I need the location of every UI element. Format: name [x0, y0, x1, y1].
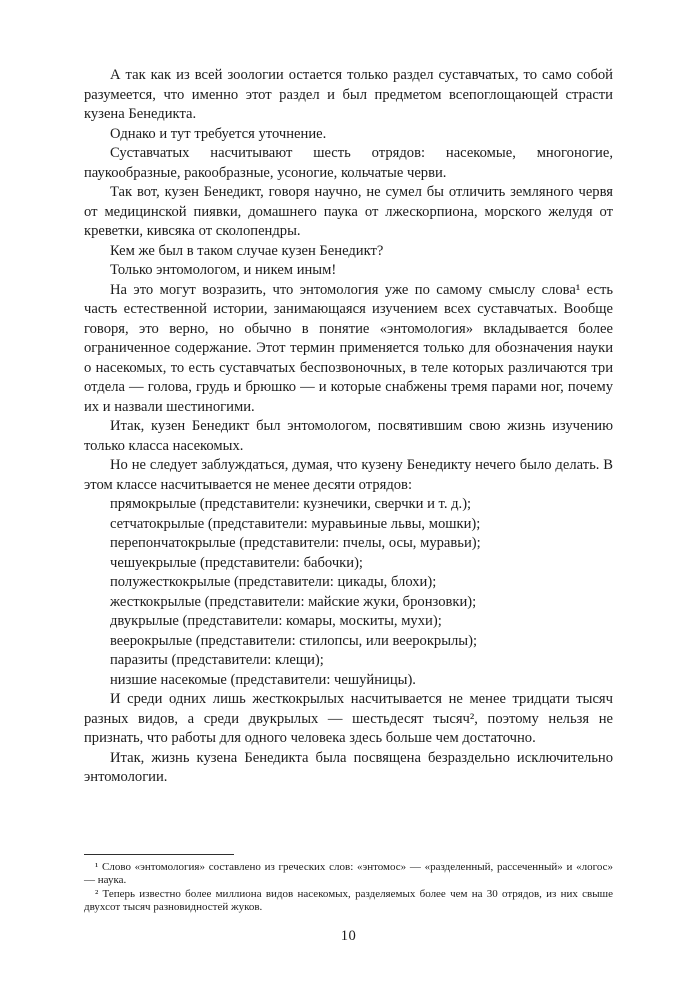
insect-order-list-item: перепончатокрылые (представители: пчелы, осы, муравьи);: [110, 535, 481, 551]
main-text-block: [84, 66, 613, 788]
footnote-separator: [84, 854, 234, 855]
paragraph: И среди одних лишь жесткокрылых насчитывается не менее тридцати тысяч разных видов, а среди двукрылых — шестьдесят тысяч², поэтому нельзя не признать, что работы для одного человека здесь больше чем достаточно.: [84, 691, 613, 746]
footnote: ¹ Слово «энтомология» составлено из греческих слов: «энтомос» — «разделенный, рассеченный» и «логос» — наука.: [84, 860, 613, 887]
page-number: 10: [340, 928, 357, 944]
paragraph: Однако и тут требуется уточнение.: [110, 125, 327, 142]
paragraph: Но не следует заблуждаться, думая, что кузену Бенедикту нечего было делать. В этом классе насчитывается не менее десяти отрядов:: [84, 457, 613, 493]
paragraph: Только энтомологом, и никем иным!: [110, 262, 337, 278]
insect-order-list-item: паразиты (представители: клещи);: [110, 652, 324, 668]
paragraph: Итак, кузен Бенедикт был энтомологом, посвятившим свою жизнь изучению только класса насекомых.: [84, 418, 613, 454]
page-footer: [84, 854, 613, 945]
insect-order-list-item: чешуекрылые (представители: бабочки);: [110, 554, 363, 571]
footnotes-block: [84, 861, 613, 915]
insect-order-list-item: низшие насекомые (представители: чешуйницы).: [110, 671, 416, 688]
insect-order-list-item: прямокрылые (представители: кузнечики, сверчки и т. д.);: [110, 496, 472, 512]
paragraph: На это могут возразить, что энтомология уже по самому смыслу слова¹ есть часть естественной истории, занимающаяся изучением всех суставчатых. Вообще говоря, это верно, но обычно в понятие «энтомология» вкладывается более ограниченное содержание. Этот термин применяется только для обозначения науки о насекомых, то есть суставчатых беспозвоночных, в теле которых различаются три отдела — голова, грудь и брюшко — и которые снабжены тремя парами ног, почему их и назвали шестиногими.: [84, 281, 613, 415]
footnote: ² Теперь известно более миллиона видов насекомых, разделяемых более чем на 30 отрядов, из них свыше двухсот тысяч разновидностей жуков.: [84, 887, 613, 914]
insect-order-list-item: сетчатокрылые (представители: муравьиные львы, мошки);: [110, 515, 481, 532]
insect-order-list-item: двукрылые (представители: комары, москиты, мухи);: [110, 613, 442, 629]
paragraph: Кем же был в таком случае кузен Бенедикт?: [110, 242, 384, 259]
paragraph: Так вот, кузен Бенедикт, говоря научно, не сумел бы отличить земляного червя от медицинской пиявки, домашнего паука от лжескорпиона, морского желудя от креветки, кивсяка от сколопендры.: [84, 184, 613, 239]
insect-order-list-item: веерокрылые (представители: стилопсы, или веерокрылы);: [110, 632, 478, 649]
insect-order-list-item: жесткокрылые (представители: майские жуки, бронзовки);: [110, 593, 477, 610]
paragraph: Итак, жизнь кузена Бенедикта была посвящена безраздельно исключительно энтомологии.: [84, 749, 613, 785]
insect-order-list-item: полужесткокрылые (представители: цикады, блохи);: [110, 574, 437, 590]
paragraph: Суставчатых насчитывают шесть отрядов: насекомые, многоногие, паукообразные, ракообразные, усоногие, кольчатые черви.: [84, 145, 613, 181]
paragraph: А так как из всей зоологии остается только раздел суставчатых, то само собой разумеется, что именно этот раздел и был предметом всепоглощающей страсти кузена Бенедикта.: [84, 67, 613, 122]
